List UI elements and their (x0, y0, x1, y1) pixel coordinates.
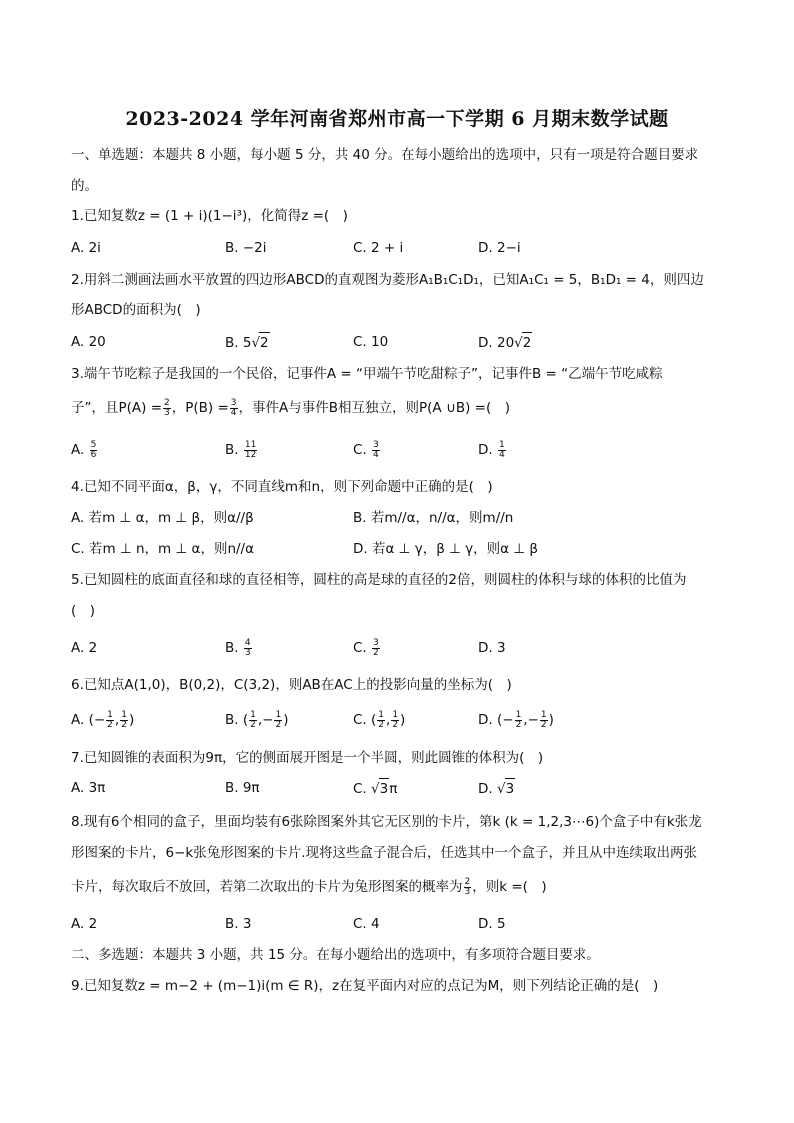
q5-option-d: D. 3 (478, 640, 506, 656)
q7-option-d: D. √3 (478, 778, 515, 799)
q2-option-b: B. 5√2 (225, 332, 270, 353)
q3-stem: 3.端午节吃粽子是我国的一个民俗，记事件A = “甲端午节吃甜粽子”，记事件B = “乙端午节吃咸粽 (71, 366, 663, 382)
q4-option-a: A. 若m ⊥ α，m ⊥ β，则α//β (71, 510, 254, 526)
q2-option-d: D. 20√2 (478, 332, 532, 353)
q2-stem: 2.用斜二测画法画水平放置的四边形ABCD的直观图为菱形A₁B₁C₁D₁，已知A₁C₁ = 5，B₁D₁ = 4，则四边 (71, 272, 704, 288)
q5-stem-cont: ( ) (71, 603, 96, 619)
q1-option-c: C. 2 + i (353, 240, 404, 256)
q8-stem-cont2: 卡片，每次取后不放回，若第二次取出的卡片为兔形图案的概率为 $\frac{2}{3}$ ，则k =( ) (71, 876, 547, 897)
q2-option-a: A. 20 (71, 334, 106, 350)
q5-option-c: C. $\frac{3}{2}$ (353, 637, 379, 658)
q4-option-d: D. 若α ⊥ γ，β ⊥ γ，则α ⊥ β (353, 541, 539, 557)
q6-option-c: C. ( $\frac{1}{2}$ , $\frac{1}{2}$ ) (353, 709, 406, 730)
q5-stem: 5.已知圆柱的底面直径和球的直径相等，圆柱的高是球的直径的2倍，则圆柱的体积与球的体积的比值为 (71, 572, 687, 588)
q5-option-a: A. 2 (71, 640, 98, 656)
q1-option-a: A. 2i (71, 240, 101, 256)
q6-option-a: A. (− $\frac{1}{2}$ , $\frac{1}{2}$ ) (71, 709, 135, 730)
q9-stem: 9.已知复数z = m−2 + (m−1)i(m ∈ R)，z在复平面内对应的点记为M，则下列结论正确的是( ) (71, 978, 659, 994)
q1-stem: 1.已知复数z = (1 + i)(1−i³)，化简得z =( ) (71, 208, 348, 224)
q7-stem: 7.已知圆锥的表面积为9π，它的侧面展开图是一个半圆，则此圆锥的体积为( ) (71, 750, 544, 766)
q8-option-d: D. 5 (478, 916, 506, 932)
q3-option-d: D. $\frac{1}{4}$ (478, 439, 505, 460)
q5-option-b: B. $\frac{4}{3}$ (225, 637, 251, 658)
q3-option-c: C. $\frac{3}{4}$ (353, 439, 379, 460)
q3-option-a: A. $\frac{5}{6}$ (71, 439, 97, 460)
q4-stem: 4.已知不同平面α，β，γ，不同直线m和n，则下列命题中正确的是( ) (71, 479, 493, 495)
q8-option-b: B. 3 (225, 916, 252, 932)
q3-option-b: B. $\frac{11}{12}$ (225, 439, 257, 460)
q8-option-c: C. 4 (353, 916, 380, 932)
q2-stem-cont: 形ABCD的面积为( ) (71, 302, 201, 318)
q4-option-c: C. 若m ⊥ n，m ⊥ α，则n//α (71, 541, 255, 557)
section2-header: 二、多选题：本题共 3 小题，共 15 分。在每小题给出的选项中，有多项符合题目要求。 (71, 947, 600, 963)
q7-option-b: B. 9π (225, 780, 260, 796)
q8-stem-cont1: 形图案的卡片，6−k张兔形图案的卡片.现将这些盒子混合后，任选其中一个盒子，并且从中连续取出两张 (71, 845, 698, 861)
q8-stem: 8.现有6个相同的盒子，里面均装有6张除图案外其它无区别的卡片，第k (k = 1,2,3⋯6)个盒子中有k张龙 (71, 814, 702, 830)
q4-option-b: B. 若m//α，n//α，则m//n (353, 510, 514, 526)
q1-option-b: B. −2i (225, 240, 267, 256)
page-title: 2023-2024 学年河南省郑州市高一下学期 6 月期末数学试题 (125, 108, 669, 130)
section1-header-cont: 的。 (71, 178, 98, 194)
section1-header: 一、单选题：本题共 8 小题，每小题 5 分，共 40 分。在每小题给出的选项中，只有一项是符合题目要求 (71, 147, 699, 163)
q3-stem-cont: 子”，且P(A) = $\frac{2}{3}$ ，P(B) = $\frac{3}{4}$ ，事件A与事件B相互独立，则P(A ∪B) =( ) (71, 397, 511, 418)
q6-option-b: B. ( $\frac{1}{2}$ ,− $\frac{1}{2}$ ) (225, 709, 289, 730)
q6-option-d: D. (− $\frac{1}{2}$ ,− $\frac{1}{2}$ ) (478, 709, 554, 730)
q6-stem: 6.已知点A(1,0)，B(0,2)，C(3,2)，则AB在AC上的投影向量的坐标为( ) (71, 677, 512, 693)
q7-option-c: C. √3π (353, 778, 397, 799)
q2-option-c: C. 10 (353, 334, 389, 350)
q8-option-a: A. 2 (71, 916, 98, 932)
q7-option-a: A. 3π (71, 780, 106, 796)
q1-option-d: D. 2−i (478, 240, 521, 256)
